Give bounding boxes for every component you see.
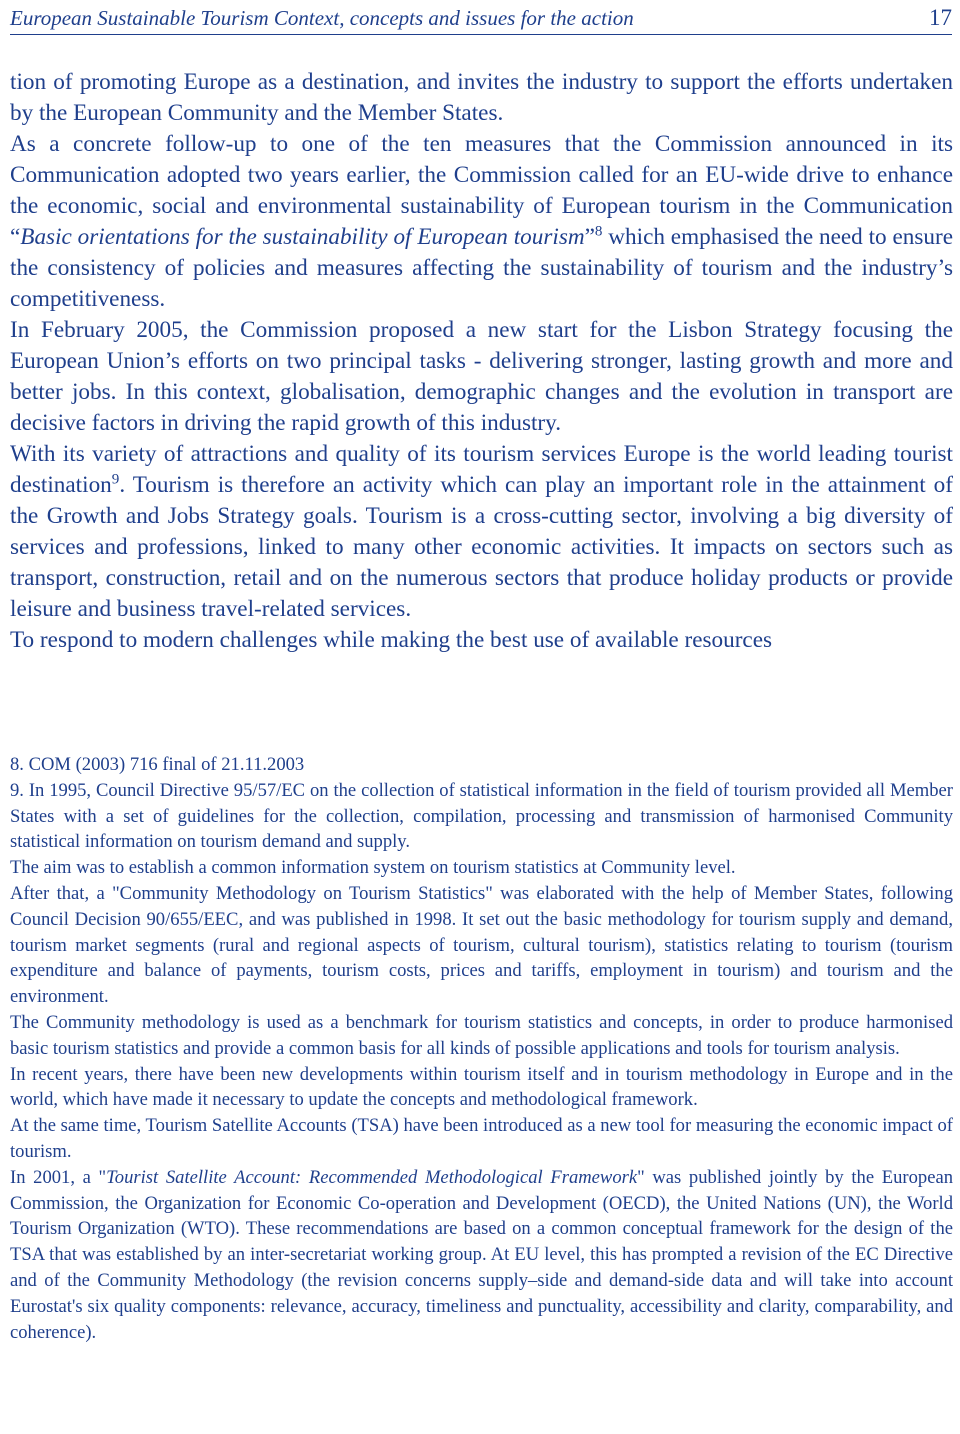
footnote-line: The aim was to establish a common information system on tourism statistics at Community level. xyxy=(10,857,736,879)
paragraph: As a concrete follow-up to one of the ten measures that the Commission announced in its Communication adopted two years earlier, the Commission called for an EU-wide drive to enhance the economic, social and environmental sustainability of European tourism in the Communication “Basic orientations for the sustainability of European tourism”$^8$ which emphasised the need to ensure the consistency of policies and measures affecting the sustainability of tourism and the industry’s competitiveness. xyxy=(10,131,953,312)
footnote-ref-8[interactable]: 8 xyxy=(594,223,603,240)
footnote-line: In 2001, a "Tourist Satellite Account: Recommended Methodological Framework" was published jointly by the European Commission, the Organization for Economic Co-operation and Development (OECD), the United Nations (UN), the World Tourism Organization (WTO). These recommendations are based on a common conceptual framework for the design of the TSA that was established by an inter-secretariat working group. At EU level, this has prompted a revision of the EC Directive and of the Community Methodology (the revision concerns supply–side and demand-side data and will take into account Eurostat's six quality components: relevance, accuracy, timeliness and punctuality, accessibility and clarity, comparability, and coherence). xyxy=(10,1166,953,1343)
footnote-line: In recent years, there have been new developments within tourism itself and in tourism methodology in Europe and in the world, which have made it necessary to update the concepts and methodological framework. xyxy=(10,1063,953,1111)
tsa-framework-title: Tourist Satellite Account: Recommended Methodological Framework xyxy=(106,1166,638,1188)
running-header xyxy=(10,4,952,35)
paragraph: tion of promoting Europe as a destination, and invites the industry to support the efforts undertaken by the European Community and the Member States. xyxy=(10,69,953,126)
footnotes xyxy=(10,752,953,1345)
page-number: 17 xyxy=(929,5,952,30)
footnote-8: 8. COM (2003) 716 final of 21.11.2003 xyxy=(10,754,305,775)
footnote-ref-9[interactable]: 9 xyxy=(111,471,120,488)
running-title: European Sustainable Tourism Context, concepts and issues for the action xyxy=(10,6,634,30)
communication-title: Basic orientations for the sustainability of European tourism xyxy=(20,224,585,250)
footnote-9: 9. In 1995, Council Directive 95/57/EC on the collection of statistical information in the field of tourism provided all Member States with a set of guidelines for the collection, compilation, processing and transmission of harmonised Community statistical information on tourism demand and supply. xyxy=(10,779,953,853)
paragraph: To respond to modern challenges while making the best use of available resources xyxy=(10,627,773,653)
paragraph: With its variety of attractions and quality of its tourism services Europe is the world leading tourist destination$^9$. Tourism is therefore an activity which can play an important role in the attainment of the Growth and Jobs Strategy goals. Tourism is a cross-cutting sector, involving a big diversity of services and professions, linked to many other economic activities. It impacts on sectors such as transport, construction, retail and on the numerous sectors that produce holiday products or provide leisure and business travel-related services. xyxy=(10,441,953,622)
footnote-line: At the same time, Tourism Satellite Accounts (TSA) have been introduced as a new tool for measuring the economic impact of tourism. xyxy=(10,1115,953,1162)
footnote-line: After that, a "Community Methodology on Tourism Statistics" was elaborated with the help of Member States, following Council Decision 90/655/EEC, and was published in 1998. It set out the basic methodology for tourism supply and demand, tourism market segments (rural and regional aspects of tourism, cultural tourism), statistics relating to tourism (tourism expenditure and balance of payments, tourism costs, prices and tariffs, employment in tourism) and tourism and the environment. xyxy=(10,882,953,1008)
body-text xyxy=(10,67,953,656)
paragraph: In February 2005, the Commission proposed a new start for the Lisbon Strategy focusing the European Union’s efforts on two principal tasks - delivering stronger, lasting growth and more and better jobs. In this context, globalisation, demographic changes and the evolution in transport are decisive factors in driving the rapid growth of this industry. xyxy=(10,317,953,436)
footnote-line: The Community methodology is used as a benchmark for tourism statistics and concepts, in order to produce harmonised basic tourism statistics and provide a common basis for all kinds of possible applications and tools for tourism analysis. xyxy=(10,1011,953,1059)
